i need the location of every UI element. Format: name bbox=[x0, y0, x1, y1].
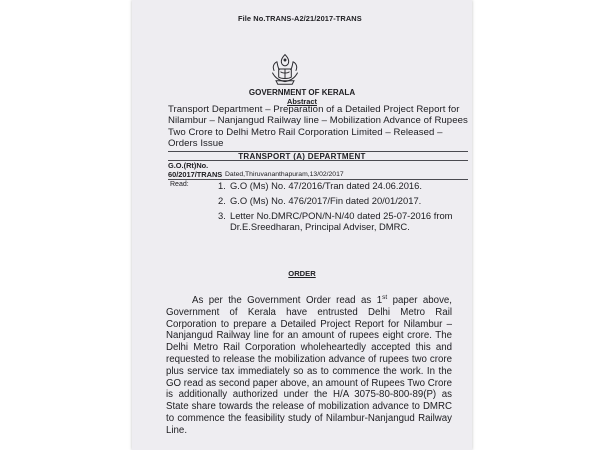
abstract-label: Abstract bbox=[287, 97, 317, 106]
reference-item bbox=[218, 210, 468, 232]
order-body-start: As per the Government Order read as 1 bbox=[192, 295, 383, 306]
file-number: File No.TRANS-A2/21/2017-TRANS bbox=[238, 14, 362, 23]
read-label: Read: bbox=[170, 181, 189, 188]
reference-item bbox=[218, 180, 468, 191]
go-number: 60/2017/TRANS bbox=[168, 170, 223, 179]
order-title: ORDER bbox=[288, 269, 316, 278]
order-body bbox=[166, 295, 452, 437]
reference-list bbox=[218, 180, 468, 236]
department-heading: TRANSPORT (A) DEPARTMENT bbox=[238, 152, 366, 161]
go-label: G.O.(Rt)No. bbox=[168, 161, 209, 170]
reference-number: 3. bbox=[218, 210, 226, 221]
reference-text: G.O (Ms) No. 47/2016/Tran dated 24.06.2016. bbox=[230, 180, 422, 191]
order-body-rest: paper above, Government of Kerala have entrusted Delhi Metro Rail Corporation to prepare a Detailed Project Report for Nilambur – Nanjangud Railway line for an amount of rupees eight crore. The Delhi Metro Rail Corporation wholeheartedly accepted this and requested to release the mobilization advance of rupees two crore plus service tax immediately so as to commence the work. In the GO read as second paper above, an amount of Rupees Two Crore is additionally authorized under the H/A 3075-80-800-89(P) as State share towards the release of mobilization advance to DMRC to commence the feasibility study of Nilambur-Nanjangud Railway Line. bbox=[166, 295, 452, 436]
reference-item bbox=[218, 195, 468, 206]
ordinal-suffix: st bbox=[382, 293, 388, 301]
kerala-state-emblem-icon bbox=[267, 51, 303, 87]
subject-text: Transport Department – Preparation of a Detailed Project Report for Nilambur – Nanjangud Railway line – Mobilization Advance of Rupees Two Crore to Delhi Metro Rail Corporation Limited – Released – Orders Issue bbox=[168, 104, 468, 149]
reference-number: 1. bbox=[218, 180, 226, 191]
go-dated: Dated,Thiruvananthapuram,13/02/2017 bbox=[225, 171, 344, 178]
government-heading: GOVERNMENT OF KERALA bbox=[248, 88, 356, 97]
document-page bbox=[132, 0, 472, 450]
reference-number: 2. bbox=[218, 195, 226, 206]
reference-text: G.O (Ms) No. 476/2017/Fin dated 20/01/2017. bbox=[230, 195, 422, 206]
reference-text: Letter No.DMRC/PON/N-N/40 dated 25-07-2016 from Dr.E.Sreedharan, Principal Adviser, DMRC. bbox=[230, 210, 453, 232]
go-number-block bbox=[168, 161, 222, 179]
